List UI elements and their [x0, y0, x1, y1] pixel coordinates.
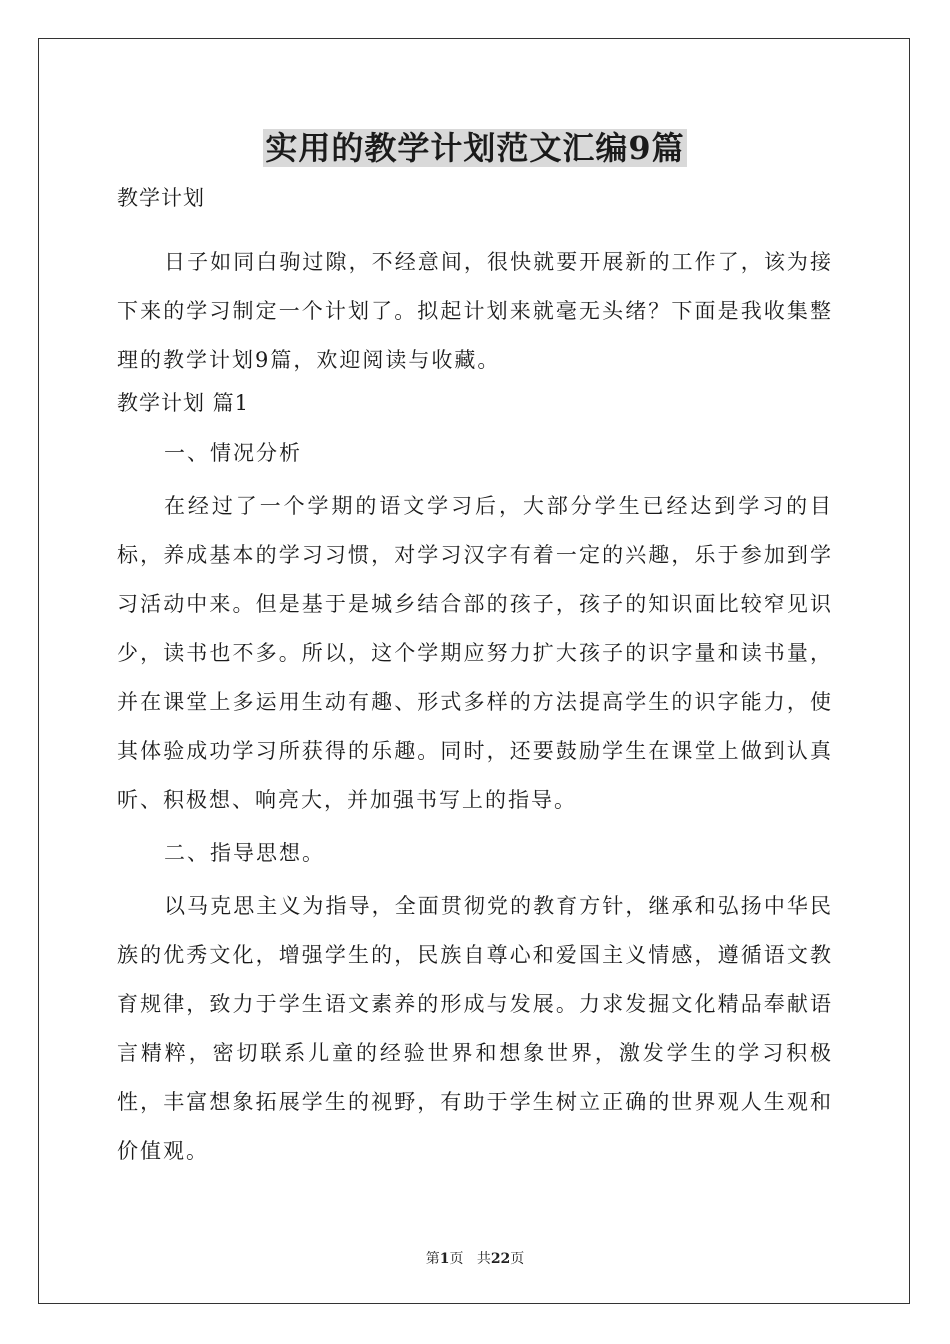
section-label: 教学计划 — [117, 186, 205, 210]
footer-total-pages: 22 — [490, 1251, 511, 1267]
heading-guiding-ideology: 二、指导思想。 — [164, 841, 325, 865]
page-footer — [0, 1248, 950, 1268]
footer-prefix: 第 — [425, 1251, 440, 1267]
footer-total-unit: 页 — [510, 1251, 525, 1267]
part-label: 教学计划 篇1 — [117, 391, 250, 415]
heading-situation-analysis: 一、情况分析 — [164, 441, 302, 465]
document-title-text: 实用的教学计划范文汇编9篇 — [265, 129, 685, 167]
document-body — [117, 128, 833, 1180]
document-title — [117, 128, 833, 168]
guiding-ideology-paragraph: 以马克思主义为指导，全面贯彻党的教育方针，继承和弘扬中华民族的优秀文化，增强学生的，民族自尊心和爱国主义情感，遵循语文教育规律，致力于学生语文素养的形成与发展。力求发掘文化精品奉献语言精粹，密切联系儿童的经验世界和想象世界，激发学生的学习积极性，丰富想象拓展学生的视野，有助于学生树立正确的世界观人生观和价值观。 — [117, 894, 833, 1163]
footer-total-prefix: 共 — [476, 1251, 491, 1267]
intro-paragraph: 日子如同白驹过隙，不经意间，很快就要开展新的工作了，该为接下来的学习制定一个计划了。拟起计划来就毫无头绪？下面是我收集整理的教学计划9篇，欢迎阅读与收藏。 — [117, 250, 833, 372]
footer-page-unit: 页 — [449, 1251, 464, 1267]
footer-page-number: 1 — [439, 1251, 450, 1267]
situation-analysis-paragraph: 在经过了一个学期的语文学习后，大部分学生已经达到学习的目标，养成基本的学习习惯，对学习汉字有着一定的兴趣，乐于参加到学习活动中来。但是基于是城乡结合部的孩子，孩子的知识面比较窄见识少，读书也不多。所以，这个学期应努力扩大孩子的识字量和读书量，并在课堂上多运用生动有趣、形式多样的方法提高学生的识字能力，使其体验成功学习所获得的乐趣。同时，还要鼓励学生在课堂上做到认真听、积极想、响亮大，并加强书写上的指导。 — [117, 494, 833, 812]
